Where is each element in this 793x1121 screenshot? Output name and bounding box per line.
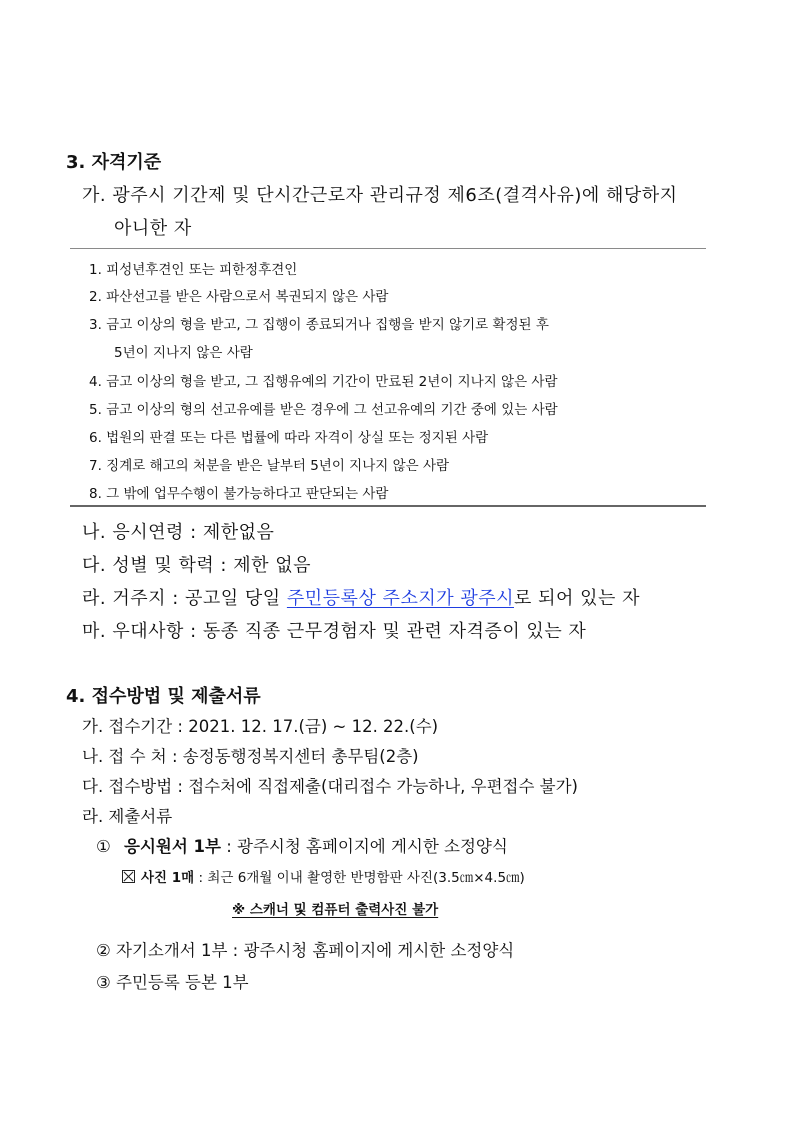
disq-item: 1. 피성년후견인 또는 피한정후견인 xyxy=(89,262,298,278)
disq-item: 5. 금고 이상의 형의 선고유예를 받은 경우에 그 선고유예의 기간 중에 있는 사람 xyxy=(89,402,558,418)
section4-da: 다. 접수방법 : 접수처에 직접제출(대리접수 가능하나, 우편접수 불가) xyxy=(82,777,578,796)
section4-heading: 4. 접수방법 및 제출서류 xyxy=(66,686,261,707)
doc1-line xyxy=(96,833,508,857)
section3-ma: 마. 우대사항 : 동종 직종 근무경험자 및 관련 자격증이 있는 자 xyxy=(82,621,587,642)
disq-item: 7. 징계로 해고의 처분을 받은 날부터 5년이 지나지 않은 사람 xyxy=(89,458,450,474)
section3-na: 나. 응시연령 : 제한없음 xyxy=(82,522,275,543)
ra-highlight: 주민등록상 주소지가 광주시 xyxy=(286,588,514,609)
disq-item: 6. 법원의 판결 또는 다른 법률에 따라 자격이 상실 또는 정지된 사람 xyxy=(89,430,489,446)
doc1-title: 응시원서 1부 xyxy=(124,837,221,856)
section3-ga-line2: 아니한 자 xyxy=(114,218,192,239)
section3-heading: 3. 자격기준 xyxy=(66,152,162,173)
ra-prefix: 라. 거주지 : 공고일 당일 xyxy=(82,588,287,609)
photo-desc: : 최근 6개월 이내 촬영한 반명함판 사진(3.5㎝×4.5㎝) xyxy=(194,870,525,886)
doc1-desc: : 광주시청 홈페이지에 게시한 소정양식 xyxy=(220,837,508,856)
section4-ra: 라. 제출서류 xyxy=(82,807,173,826)
box-top-rule xyxy=(70,248,706,249)
section3-ga-line1: 가. 광주시 기간제 및 단시간근로자 관리규정 제6조(결격사유)에 해당하지 xyxy=(82,185,678,206)
disq-item: 3. 금고 이상의 형을 받고, 그 집행이 종료되거나 집행을 받지 않기로 확정된 후 xyxy=(89,317,549,333)
section4-na: 나. 접 수 처 : 송정동행정복지센터 총무팀(2층) xyxy=(82,747,419,766)
photo-note: ※ 스캐너 및 컴퓨터 출력사진 불가 xyxy=(232,902,439,918)
disq-item-continuation: 5년이 지나지 않은 사람 xyxy=(114,345,253,361)
disq-item: 4. 금고 이상의 형을 받고, 그 집행유예의 기간이 만료된 2년이 지나지 않은 사람 xyxy=(89,374,558,390)
disq-item: 8. 그 밖에 업무수행이 불가능하다고 판단되는 사람 xyxy=(89,486,389,502)
box-bottom-rule xyxy=(70,505,706,507)
photo-title: 사진 1매 xyxy=(141,870,195,886)
section3-ra xyxy=(82,584,640,610)
ra-suffix: 로 되어 있는 자 xyxy=(514,588,640,609)
section4-ga: 가. 접수기간 : 2021. 12. 17.(금) ~ 12. 22.(수) xyxy=(82,717,439,736)
doc1-number: ① xyxy=(96,837,111,856)
checkbox-x-icon xyxy=(122,870,135,883)
section3-da: 다. 성별 및 학력 : 제한 없음 xyxy=(82,555,311,576)
doc2-line: ② 자기소개서 1부 : 광주시청 홈페이지에 게시한 소정양식 xyxy=(96,941,515,960)
disq-item: 2. 파산선고를 받은 사람으로서 복권되지 않은 사람 xyxy=(89,289,389,305)
photo-line xyxy=(122,866,525,886)
doc3-line: ③ 주민등록 등본 1부 xyxy=(96,973,249,992)
